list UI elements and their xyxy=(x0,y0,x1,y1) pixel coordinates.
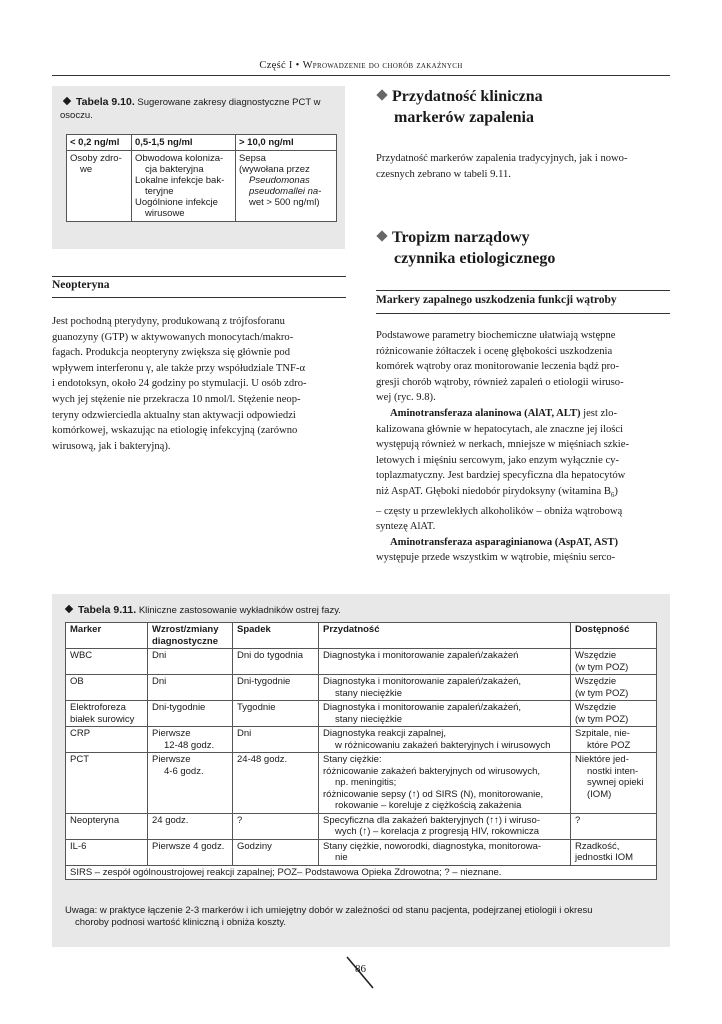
cell-line: (w tym POZ) xyxy=(575,713,629,725)
przydatnosc-paragraph xyxy=(376,151,670,182)
cell-line: Stany ciężkie, noworodki, diagnostyka, monitorowa- xyxy=(323,840,542,852)
table-footer-row xyxy=(66,865,657,880)
cell-line: Wszędzie xyxy=(575,650,617,661)
table-cell xyxy=(66,701,148,727)
table-cell: Dni-tygodnie xyxy=(233,675,319,701)
cell-line: Pseudomonas xyxy=(249,175,310,186)
text-line: Podstawowe parametry biochemiczne ułatwiają wstępne xyxy=(376,330,616,341)
text-line: komórek wątroby oraz monitorowanie leczenia bądź pro- xyxy=(376,361,619,373)
table-cell: IL-6 xyxy=(66,839,148,865)
text-line: komórkowej, wskazując na etiologię infekcyjną (zarówno xyxy=(52,425,298,437)
table-row xyxy=(66,813,657,839)
text-line xyxy=(376,484,670,504)
cell-line: (wywołana przez xyxy=(239,164,310,175)
cell-line: Lokalne infekcje bak- xyxy=(135,175,225,186)
table-caption-text: Sugerowane zakresy diagnostyczne PCT w osoczu. xyxy=(60,97,321,121)
text-line: gresji chorób wątroby, również zapaleń o etiologii wiruso- xyxy=(376,376,624,388)
text-line: różnicowanie żółtaczek i ocenę głębokości uszkodzenia xyxy=(376,345,613,357)
note-line: Uwaga: w praktyce łączenie 2-3 markerów i ich umiejętny dobór w zależności od stanu pacjenta, podejrzanej etiologii i okresu xyxy=(65,905,593,916)
cell-line: Pierwsze xyxy=(152,754,191,765)
table-cell: Dni xyxy=(148,649,233,675)
section-rule xyxy=(52,297,346,298)
cell-line: np. meningitis; xyxy=(335,777,397,788)
table-cell xyxy=(571,753,657,814)
table-header-cell: Przydatność xyxy=(319,623,571,649)
table-cell: Diagnostyka i monitorowanie zapaleń/zakażeń xyxy=(319,649,571,675)
table-cell xyxy=(319,727,571,753)
cell-line: Diagnostyka i monitorowanie zapaleń/zakażeń, xyxy=(323,676,522,687)
subscript: 6 xyxy=(610,491,615,500)
section-rule xyxy=(376,313,670,314)
cell-line: Stany ciężkie: xyxy=(323,754,382,765)
heading-przydatnosc xyxy=(376,86,543,128)
text-line: Jest pochodną pterydyny, produkowaną z trójfosforanu xyxy=(52,316,285,327)
cell-line: białek surowicy xyxy=(70,713,135,725)
table-footer: SIRS – zespół ogólnoustrojowej reakcji zapalnej; POZ– Podstawowa Opieka Zdrowotna; ? – nieznane. xyxy=(66,865,657,880)
table-row xyxy=(66,675,657,701)
table-row xyxy=(66,701,657,727)
table-cell: Pierwsze 4 godz. xyxy=(148,839,233,865)
table-cell: Tygodnie xyxy=(233,701,319,727)
table-cell: Dni xyxy=(148,675,233,701)
table-row xyxy=(66,649,657,675)
cell-line: Szpitale, nie- xyxy=(575,728,630,739)
diamond-bullet-icon xyxy=(65,605,73,613)
cell-line: rokowanie – koreluje z ciężkością zakażenia xyxy=(335,800,522,811)
text-fragment: niż AspAT. Głęboki niedobór pirydoksyny (witamina B xyxy=(376,485,611,497)
table-cell xyxy=(67,151,132,222)
table-cell: CRP xyxy=(66,727,148,753)
cell-line: różnicowanie zakażeń bakteryjnych od wirusowych, xyxy=(323,765,541,777)
table-9-10 xyxy=(66,134,337,222)
page-number: 86 xyxy=(355,963,366,975)
neopteryna-paragraph xyxy=(52,314,346,454)
text-line: wirusową, jak i bakteryjną). xyxy=(52,440,171,452)
text-line: guanozyny (GTP) w aktywowanych monocytach/makro- xyxy=(52,331,294,343)
cell-line: nostki inten- xyxy=(587,765,639,777)
cell-line: 12-48 godz. xyxy=(164,739,215,751)
cell-line: Diagnostyka reakcji zapalnej, xyxy=(323,728,447,739)
table-9-10-caption xyxy=(60,96,340,122)
cell-line: wych (↑) – korelacja z progresją HIV, rokownicza xyxy=(335,826,539,837)
cell-line: Uogólnione infekcje xyxy=(135,197,218,208)
cell-line: różnicowanie sepsy (↑) od SIRS (N), monitorowanie, xyxy=(323,788,544,800)
note-line: choroby podnosi wartość kliniczną i obniża koszty. xyxy=(75,917,287,928)
section-rule xyxy=(52,276,346,277)
table-cell xyxy=(571,701,657,727)
bold-term: Aminotransferaza alaninowa (AlAT, ALT) xyxy=(390,407,581,419)
cell-line: (w tym POZ) xyxy=(575,687,629,699)
table-label: Tabela 9.10. xyxy=(76,96,135,108)
text-fragment: ) xyxy=(614,485,618,497)
table-cell xyxy=(132,151,236,222)
text-line: syntezę AlAT. xyxy=(376,521,436,533)
section-rule xyxy=(376,290,670,291)
text-line: kalizowana głównie w hepatocytach, ale znaczne jej ilości xyxy=(376,423,624,435)
cell-line: Rzadkość, xyxy=(575,840,620,852)
header-part: Część I xyxy=(259,60,293,71)
diamond-bullet-icon xyxy=(376,89,387,100)
table-cell xyxy=(319,701,571,727)
text-line: i endotoksyn, około 24 godziny po stymulacji. U osób zdro- xyxy=(52,378,307,390)
table-9-11 xyxy=(65,622,657,880)
table-row xyxy=(66,839,657,865)
table-cell: Dni-tygodnie xyxy=(148,701,233,727)
table-cell xyxy=(319,753,571,814)
text-line: toplazmatyczny. Jest bardziej specyficzna dla hepatocytów xyxy=(376,470,626,482)
table-cell: OB xyxy=(66,675,148,701)
table-cell: Dni do tygodnia xyxy=(233,649,319,675)
table-row xyxy=(66,753,657,814)
text-line: teryny odzwierciedla aktualny stan aktywacji odpowiedzi xyxy=(52,409,296,421)
cell-line: (IOM) xyxy=(587,788,612,800)
text-line: czesnych zebrano w tabeli 9.11. xyxy=(376,168,511,180)
table-cell xyxy=(571,839,657,865)
cell-line: Pierwsze xyxy=(152,728,191,739)
table-cell xyxy=(571,727,657,753)
heading-line: czynnika etiologicznego xyxy=(394,250,556,267)
cell-line: wet > 500 ng/ml) xyxy=(249,197,320,208)
cell-line: Elektroforeza xyxy=(70,702,126,713)
text-fragment: jest zlo- xyxy=(580,407,617,419)
cell-line: jednostki IOM xyxy=(575,852,634,863)
cell-line: sywnej opieki xyxy=(587,777,644,788)
table-note xyxy=(65,905,660,929)
table-cell: PCT xyxy=(66,753,148,814)
cell-line: Niektóre jed- xyxy=(575,754,629,765)
table-header-cell: > 10,0 ng/ml xyxy=(236,135,337,151)
table-header-cell: Marker xyxy=(66,623,148,649)
cell-line-italic: pseudomallei na- xyxy=(249,186,322,197)
cell-line: stany nieciężkie xyxy=(335,687,403,699)
header-bullet: • xyxy=(295,60,300,71)
table-row xyxy=(66,727,657,753)
page-number-marker xyxy=(345,955,375,990)
cell-line: Specyficzna dla zakażeń bakteryjnych (↑↑) i wiruso- xyxy=(323,814,541,826)
table-cell xyxy=(319,813,571,839)
header-rule xyxy=(52,75,670,76)
cell-line: w różnicowaniu zakażeń bakteryjnych i wirusowych xyxy=(335,739,551,751)
text-line: Przydatność markerów zapalenia tradycyjnych, jak i nowo- xyxy=(376,153,628,164)
table-cell: ? xyxy=(571,813,657,839)
table-cell: ? xyxy=(233,813,319,839)
table-header-cell: Dostępność xyxy=(571,623,657,649)
cell-line: które POZ xyxy=(587,739,631,751)
heading-line: Tropizm narządowy xyxy=(392,229,530,246)
text-line xyxy=(376,535,670,551)
heading-line: Przydatność kliniczna xyxy=(392,88,543,105)
table-cell: Dni xyxy=(233,727,319,753)
text-line: występują również w nerkach, mniejsze w mięśniach szkie- xyxy=(376,439,629,451)
cell-line: cja bakteryjna xyxy=(145,164,204,175)
heading-tropizm xyxy=(376,227,555,269)
table-cell: 24 godz. xyxy=(148,813,233,839)
text-line: występuje przede wszystkim w wątrobie, mięśniu serco- xyxy=(376,552,616,564)
cell-line: nie xyxy=(335,852,348,863)
table-cell xyxy=(571,649,657,675)
diamond-bullet-icon xyxy=(63,97,71,105)
text-line: wych jej stężenie nie przekracza 10 nmol/l. Stężenie neop- xyxy=(52,393,301,405)
cell-line: Obwodowa koloniza- xyxy=(135,153,224,164)
cell-line: Sepsa xyxy=(239,153,266,164)
text-line: fagach. Produkcja neopteryny zwiększa się głównie pod xyxy=(52,347,290,359)
table-header-cell: 0,5-1,5 ng/ml xyxy=(132,135,236,151)
table-row xyxy=(67,151,337,222)
table-header-cell: Spadek xyxy=(233,623,319,649)
table-cell: Godziny xyxy=(233,839,319,865)
cell-line: (w tym POZ) xyxy=(575,661,629,673)
table-cell xyxy=(148,753,233,814)
cell-line: wirusowe xyxy=(145,208,185,219)
table-cell xyxy=(319,839,571,865)
diamond-bullet-icon xyxy=(376,230,387,241)
table-cell xyxy=(571,675,657,701)
table-cell: 24-48 godz. xyxy=(233,753,319,814)
cell-line: Wszędzie xyxy=(575,676,617,687)
running-header xyxy=(0,60,722,71)
table-9-11-caption xyxy=(62,604,652,617)
tropizm-paragraph xyxy=(376,328,670,566)
table-cell: Neopteryna xyxy=(66,813,148,839)
table-cell xyxy=(148,727,233,753)
text-line: – częsty u przewlekłych alkoholików – obniża wątrobową xyxy=(376,505,623,517)
section-title-neopteryna: Neopteryna xyxy=(52,279,110,291)
cell-line: stany nieciężkie xyxy=(335,713,403,725)
table-cell xyxy=(236,151,337,222)
table-header-cell: Wzrost/zmiany diagnostyczne xyxy=(148,623,233,649)
text-line: wej (ryc. 9.8). xyxy=(376,392,436,404)
cell-line xyxy=(239,186,333,197)
cell-line: Wszędzie xyxy=(575,702,617,713)
table-cell xyxy=(319,675,571,701)
table-caption-text: Kliniczne zastosowanie wykładników ostrej fazy. xyxy=(138,605,341,616)
bold-term: Aminotransferaza asparaginianowa (AspAT, AST) xyxy=(390,536,618,548)
cell-line: Diagnostyka i monitorowanie zapaleń/zakażeń, xyxy=(323,702,522,713)
text-line: letowych i mięśniu sercowym, jako enzym wyłącznie cy- xyxy=(376,454,619,466)
heading-line: markerów zapalenia xyxy=(394,109,534,126)
header-title: Wprowadzenie do chorób zakaźnych xyxy=(302,60,463,71)
table-cell: WBC xyxy=(66,649,148,675)
text-line xyxy=(376,406,670,422)
cell-line: 4-6 godz. xyxy=(164,765,204,777)
table-label: Tabela 9.11. xyxy=(78,604,137,616)
cell-line: we xyxy=(80,164,93,175)
table-header-cell: < 0,2 ng/ml xyxy=(67,135,132,151)
text-line: wpływem interferonu γ, ale także przy współudziale TNF-α xyxy=(52,362,306,374)
cell-line: Osoby zdro- xyxy=(70,153,122,164)
subsection-title-watroba: Markery zapalnego uszkodzenia funkcji wątroby xyxy=(376,294,617,306)
cell-line: teryjne xyxy=(145,186,174,197)
